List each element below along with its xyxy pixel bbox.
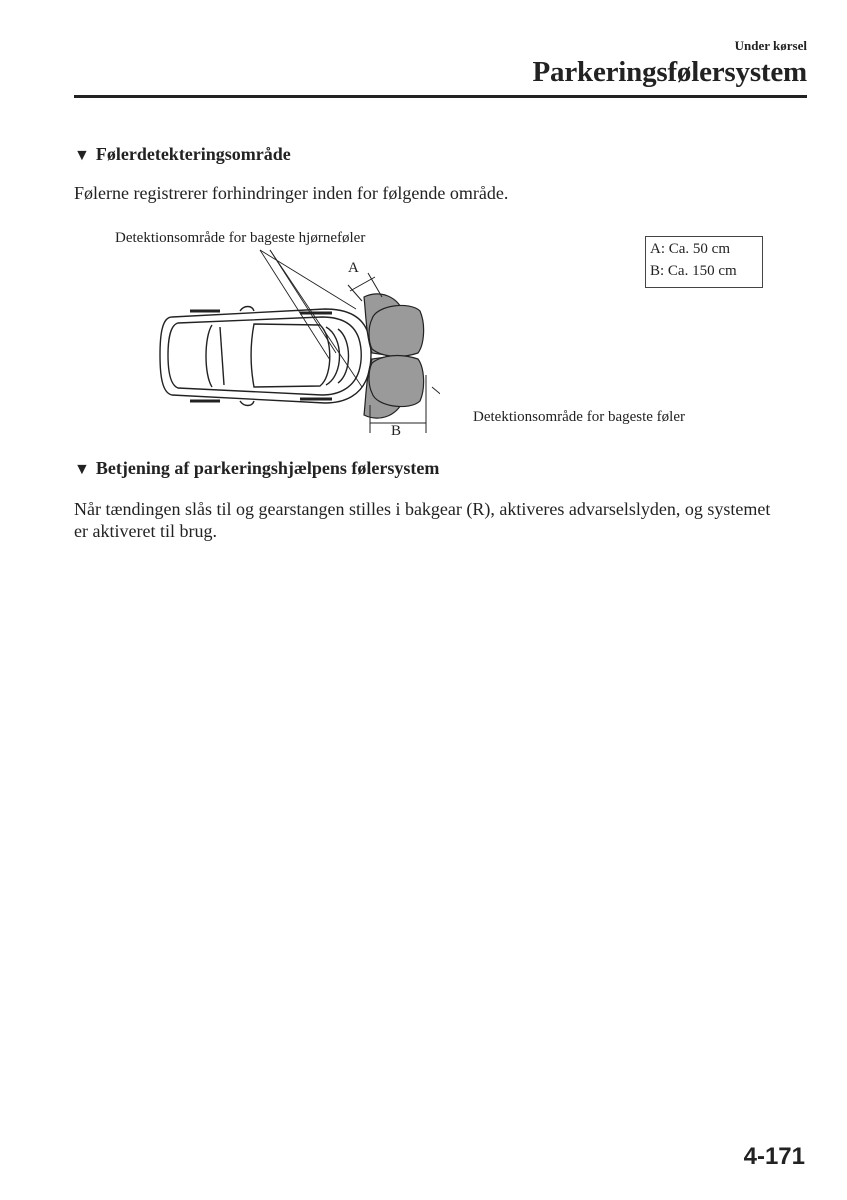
triangle-down-icon: ▼ — [74, 461, 90, 478]
section-text-detection-area: Følerne registrerer forhindringer inden for følgende område. — [74, 183, 509, 203]
section-heading-detection-area — [74, 144, 291, 165]
car-outline — [160, 307, 371, 406]
legend-entry-a: A: Ca. 50 cm — [650, 241, 730, 257]
section-heading-operation — [74, 458, 439, 479]
section-label: Under kørsel — [734, 38, 807, 53]
marker-a: A — [348, 260, 359, 276]
detection-areas — [364, 294, 424, 418]
distance-legend — [645, 236, 763, 288]
legend-entry-b: B: Ca. 150 cm — [650, 263, 737, 279]
triangle-down-icon: ▼ — [74, 147, 90, 164]
parking-sensor-diagram — [100, 225, 440, 435]
marker-b: B — [391, 423, 402, 439]
section-text-operation: Når tændingen slås til og gearstangen stilles i bakgear (R), aktiveres advarselslyden, og systemet er aktiveret til brug. — [74, 499, 771, 541]
section-heading-text: Følerdetekteringsområde — [95, 144, 291, 164]
title-rule — [74, 95, 807, 98]
page-number: 4-171 — [743, 1143, 805, 1170]
section-heading-text: Betjening af parkeringshjælpens følersystem — [95, 458, 440, 478]
rear-sensor-label: Detektionsområde for bageste føler — [473, 409, 685, 425]
page-title: Parkeringsfølersystem — [532, 56, 807, 88]
corner-sensor-label: Detektionsområde for bageste hjørneføler — [115, 230, 366, 246]
